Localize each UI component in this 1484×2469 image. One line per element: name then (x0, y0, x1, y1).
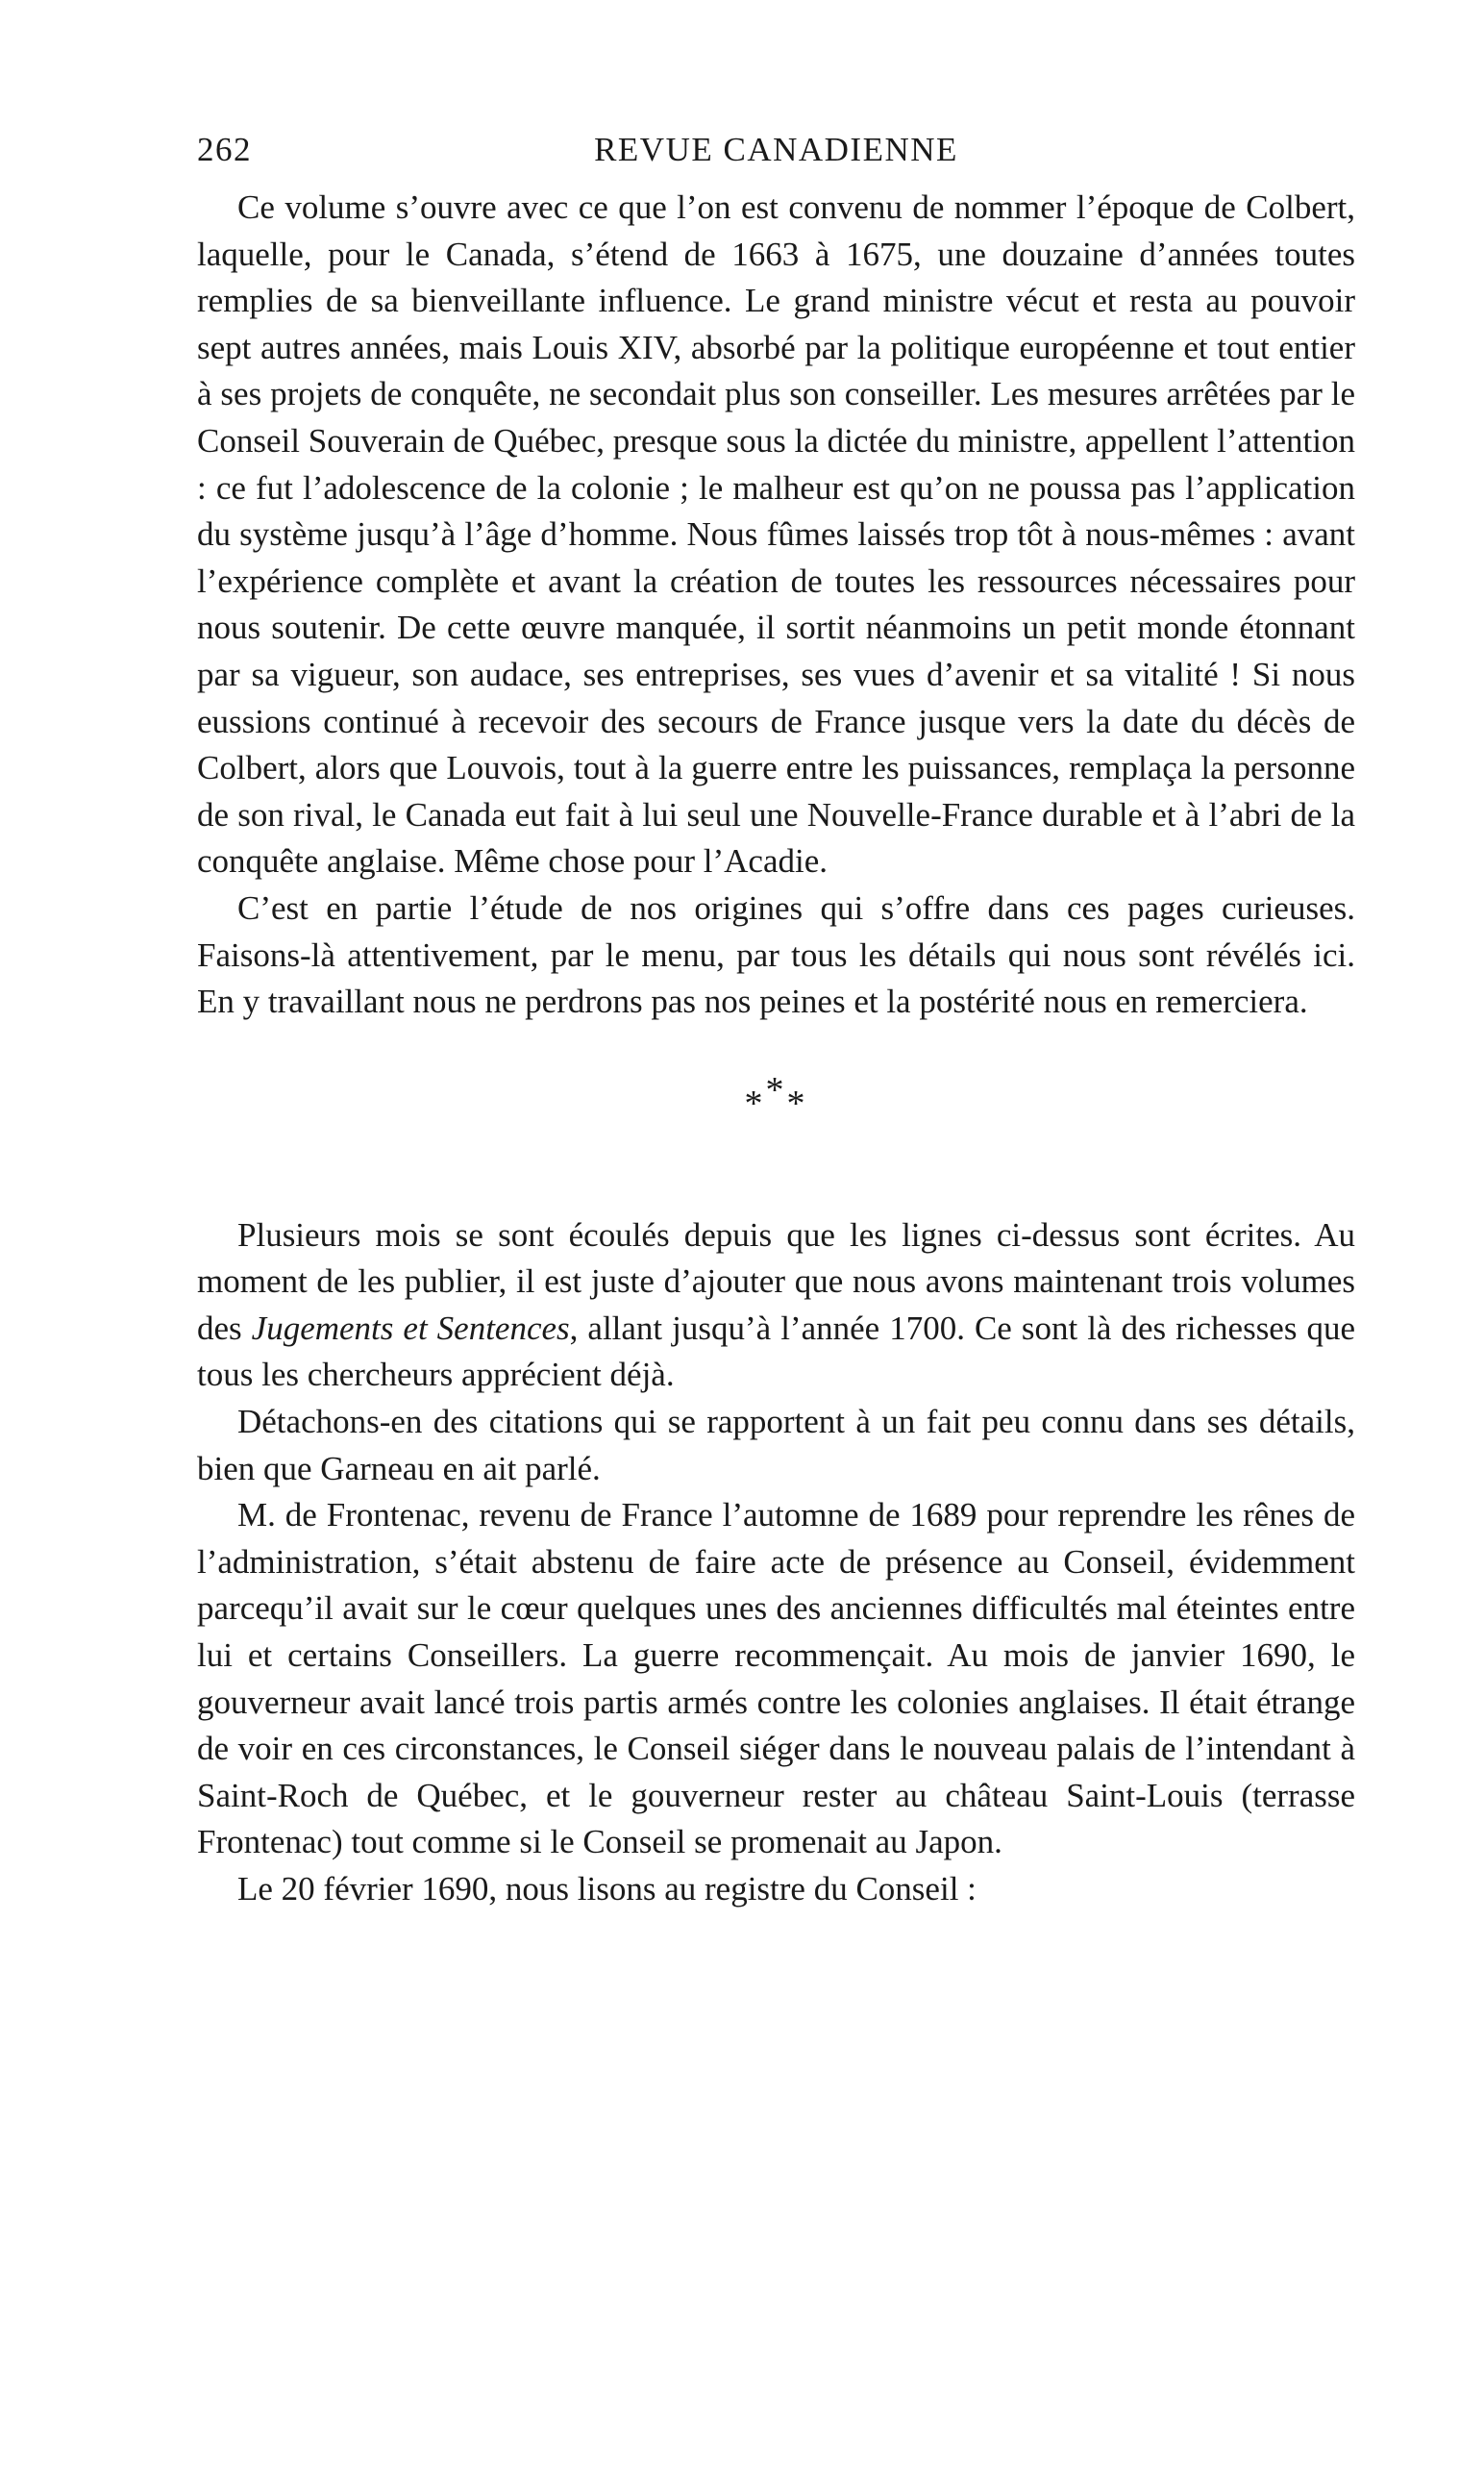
paragraph-three-volumes (197, 1212, 1355, 1399)
paragraph-text: Plusieurs mois se sont écoulés depuis que les lignes ci-dessus sont écrites. Au moment de les publier, il est juste d’ajouter que nous avons maintenant trois volumes des (197, 1215, 1355, 1347)
asterism-star: * (786, 1083, 805, 1124)
book-page (197, 125, 1355, 1913)
paragraph-register: Le 20 février 1690, nous lisons au registre du Conseil : (237, 1870, 977, 1908)
asterism (743, 1069, 810, 1124)
page-header (197, 125, 1355, 173)
body-text (197, 185, 1355, 1913)
paragraph-text: , allant jusqu’à l’année 1700. Ce sont là des richesses que tous les chercheurs apprécient déjà. (197, 1309, 1356, 1394)
paragraph-colbert-era: Ce volume s’ouvre avec ce que l’on est convenu de nommer l’époque de Colbert, laquelle, pour le Canada, s’étend de 1663 à 1675, une douzaine d’années toutes remplies de sa bienveillante influence. Le grand ministre vécut et resta au pouvoir sept autres années, mais Louis XIV, absorbé par la politique européenne et tout entier à ses projets de conquête, ne secondait plus son conseiller. Les mesures arrêtées par le Conseil Souverain de Québec, presque sous la dictée du ministre, appellent l’attention : ce fut l’adolescence de la colonie ; le malheur est qu’on ne poussa pas l’application du système jusqu’à l’âge d’homme. Nous fûmes laissés trop tôt à nous-mêmes : avant l’expérience complète et avant la création de toutes les ressources nécessaires pour nous soutenir. De cette œuvre manquée, il sortit néanmoins un petit monde étonnant par sa vigueur, son audace, ses entreprises, ses vues d’avenir et sa vitalité ! Si nous eussions continué à recevoir des secours de France jusque vers la date du décès de Colbert, alors que Louvois, tout à la guerre entre les puissances, remplaça la personne de son rival, le Canada eut fait à lui seul une Nouvelle-France durable et à l’abri de la conquête anglaise. Même chose pour l’Acadie. (197, 188, 1355, 881)
section-separator (197, 1026, 1355, 1212)
book-title-italic: Jugements et Sentences (251, 1309, 570, 1347)
page-number: 262 (197, 131, 252, 168)
asterism-star: * (765, 1069, 784, 1110)
asterism-star: * (744, 1083, 763, 1124)
paragraph-frontenac: M. de Frontenac, revenu de France l’automne de 1689 pour reprendre les rênes de l’administration, s’était abstenu de faire acte de présence au Conseil, évidemment parcequ’il avait sur le cœur quelques unes des anciennes difficultés mal éteintes entre lui et certains Conseillers. La guerre recommençait. Au mois de janvier 1690, le gouverneur avait lancé trois partis armés contre les colonies anglaises. Il était étrange de voir en ces circonstances, le Conseil siéger dans le nouveau palais de l’intendant à Saint-Roch de Québec, et le gouverneur rester au château Saint-Louis (terrasse Frontenac) tout comme si le Conseil se promenait au Japon. (197, 1496, 1355, 1861)
running-head: REVUE CANADIENNE (594, 131, 958, 168)
paragraph-origins: C’est en partie l’étude de nos origines qui s’offre dans ces pages curieuses. Faisons-là attentivement, par le menu, par tous les détails qui nous sont révélés ici. En y travaillant nous ne perdrons pas nos peines et la postérité nous en remerciera. (197, 888, 1355, 1021)
paragraph-citations: Détachons-en des citations qui se rapportent à un fait peu connu dans ses détails, bien que Garneau en ait parlé. (197, 1403, 1355, 1487)
